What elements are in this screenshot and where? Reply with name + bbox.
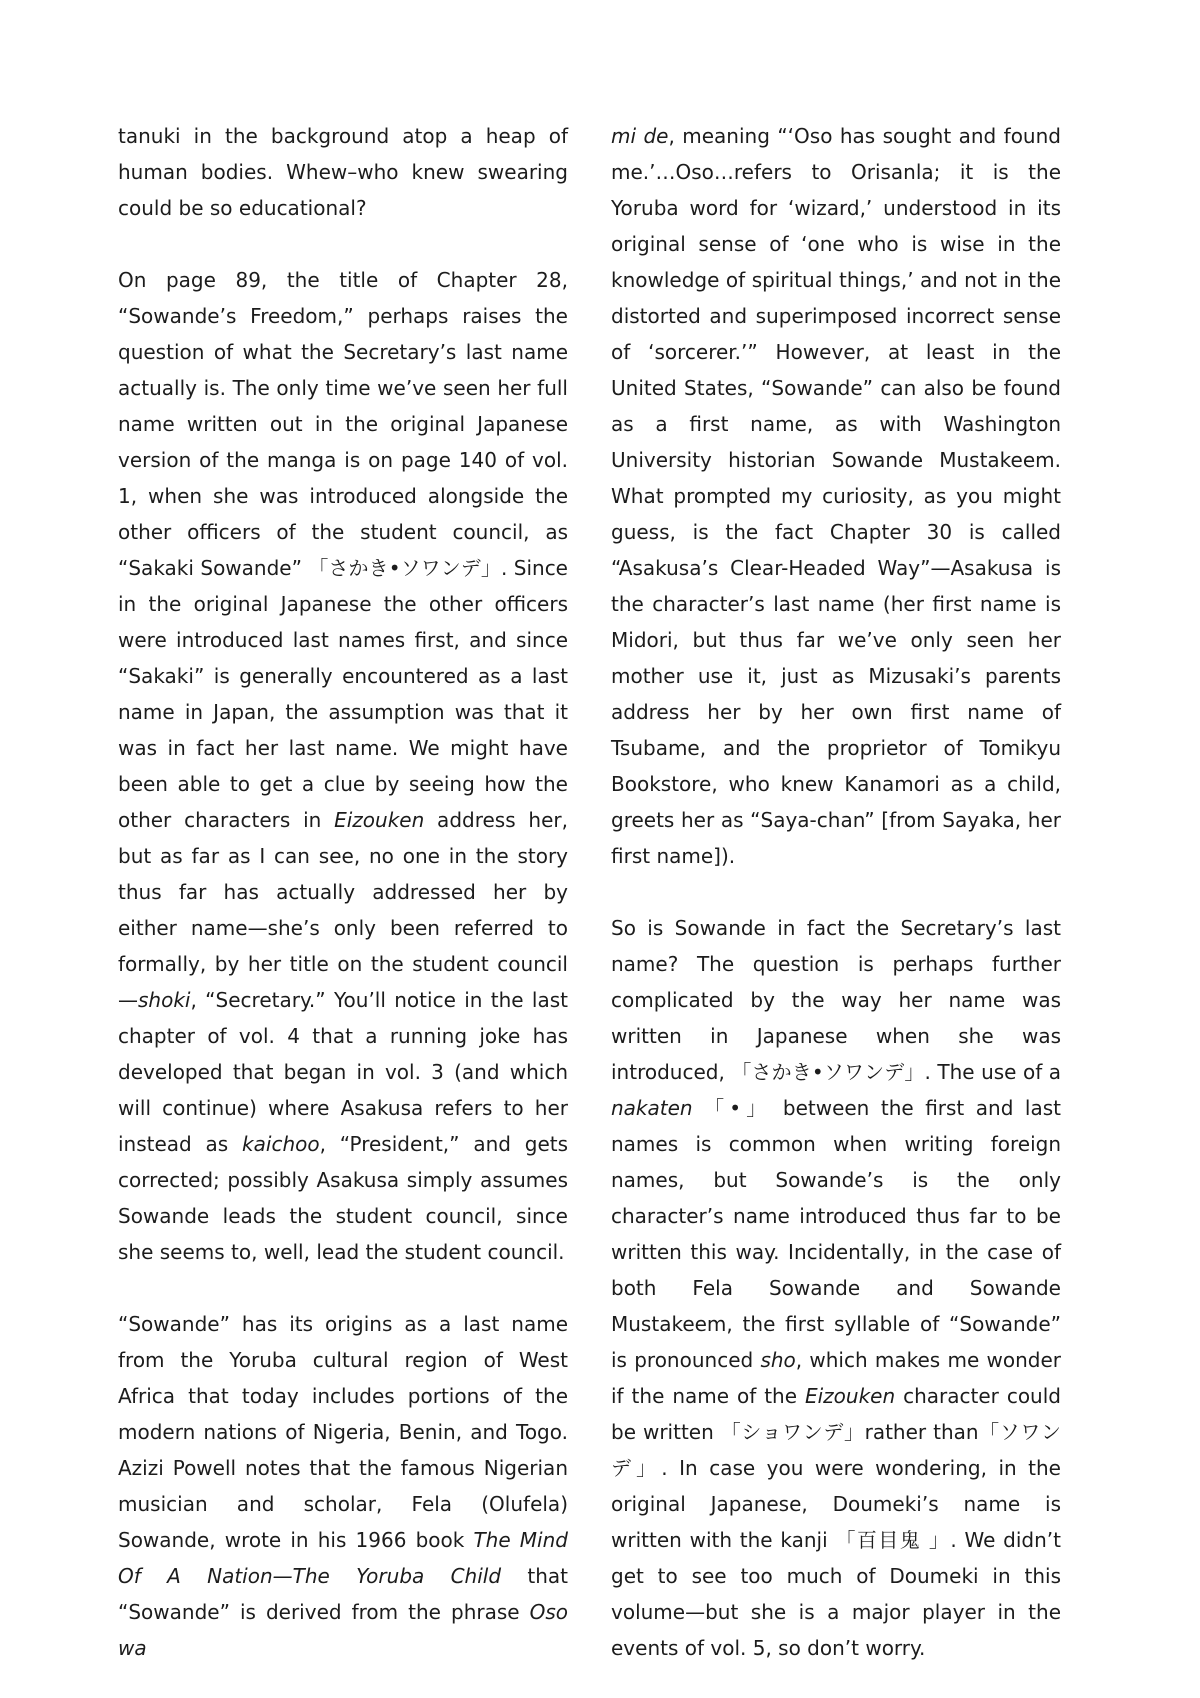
text-run: character could be written 「ショワンデ」rather than「ソワンデ」. In case you were wondering, in the original Japanese, Doumeki’s name is written with the kanji 「百目鬼 」. We didn’t get to see too much of Doumeki in this volume—but she is a major player in the events of vol. 5, so don’t worry. [611,1384,1061,1660]
paragraph-secretary-name [118,262,568,1270]
text-run: On page 89, the title of Chapter 28, “Sowande’s Freedom,” perhaps raises the question of what the Secretary’s last name actually is. The only time we’ve seen her full name written out in the original Japanese version of the manga is on page 140 of vol. 1, when she was introduced alongside the other officers of the student council, as “Sakaki Sowande” 「さかき•ソワンデ」. Since in the original Japanese the other officers were introduced last names first, and since “Sakaki” is generally encountered as a last name in Japan, the assumption was that it was in fact her last name. We might have been able to get a clue by seeing how the other characters in [118,268,568,832]
paragraph-sowande-last-name [611,910,1061,1666]
text-run: “Sowande” has its origins as a last name from the Yoruba cultural region of West Africa that today includes portions of the modern nations of Nigeria, Benin, and Togo. Azizi Powell notes that the famous Nigerian musician and scholar, Fela (Olufela) Sowande, wrote in his 1966 book [118,1312,568,1552]
text-run: , “President,” and gets corrected; possibly Asakusa simply assumes Sowande leads the student council, since she seems to, well, lead the student council. [118,1132,569,1264]
italic-phrase: mi de [611,124,669,148]
italic-term: sho [760,1348,796,1372]
italic-term: nakaten [611,1096,693,1120]
italic-term: kaichoo [242,1132,320,1156]
italic-term: Eizouken [804,1384,896,1408]
left-column [118,118,568,1666]
text-run: that “Sowande” is derived from the phrase [118,1564,568,1624]
paragraph-oso-meaning [611,118,1061,874]
italic-phrase: Oso wa [118,1600,568,1660]
paragraph-sowande-origins [118,1306,568,1666]
text-run: , which makes me wonder if the name of the [611,1348,1061,1408]
paragraph-tanuki [118,118,568,226]
italic-term: Eizouken [334,808,425,832]
paragraph-text: tanuki in the background atop a heap of human bodies. Whew–who knew swearing could be so educational? [118,124,568,220]
text-run: 「•」 between the first and last names is common when writing foreign names, but Sowande’s is the only character’s name introduced thus far to be written this way. Incidentally, in the case of both Fela Sowande and Sowande Mustakeem, the first syllable of “Sowande” is pronounced [611,1096,1061,1372]
text-run: , meaning “‘Oso has sought and found me.’…Oso…refers to Orisanla; it is the Yoruba word for ‘wizard,’ understood in its original sense of ‘one who is wise in the knowledge of spiritual things,’ and not in the distorted and superimposed incorrect sense of ‘sorcerer.’” However, at least in the United States, “Sowande” can also be found as a first name, as with Washington University historian Sowande Mustakeem. What prompted my curiosity, as you might guess, is the fact Chapter 30 is called “Asakusa’s Clear-Headed Way”—Asakusa is the character’s last name (her first name is Midori, but thus far we’ve only seen her mother use it, just as Mizusaki’s parents address her by her own first name of Tsubame, and the proprietor of Tomikyu Bookstore, who knew Kanamori as a child, greets her as “Saya-chan” [from Sayaka, her first name]). [611,124,1061,868]
italic-term: shoki [138,988,191,1012]
text-run: address her, but as far as I can see, no one in the story thus far has actually addressed her by either name—she’s only been referred to formally, by her title on the student council— [118,808,568,1012]
italic-book-title: The Mind Of A Nation—The Yoruba Child [118,1528,568,1588]
text-run: , “Secretary.” You’ll notice in the last chapter of vol. 4 that a running joke has developed that began in vol. 3 (and which will continue) where Asakusa refers to her instead as [118,988,568,1156]
text-run: So is Sowande in fact the Secretary’s last name? The question is perhaps further complicated by the way her name was written in Japanese when she was introduced, 「さかき•ソワンデ」. The use of a [611,916,1061,1084]
right-column [611,118,1061,1666]
